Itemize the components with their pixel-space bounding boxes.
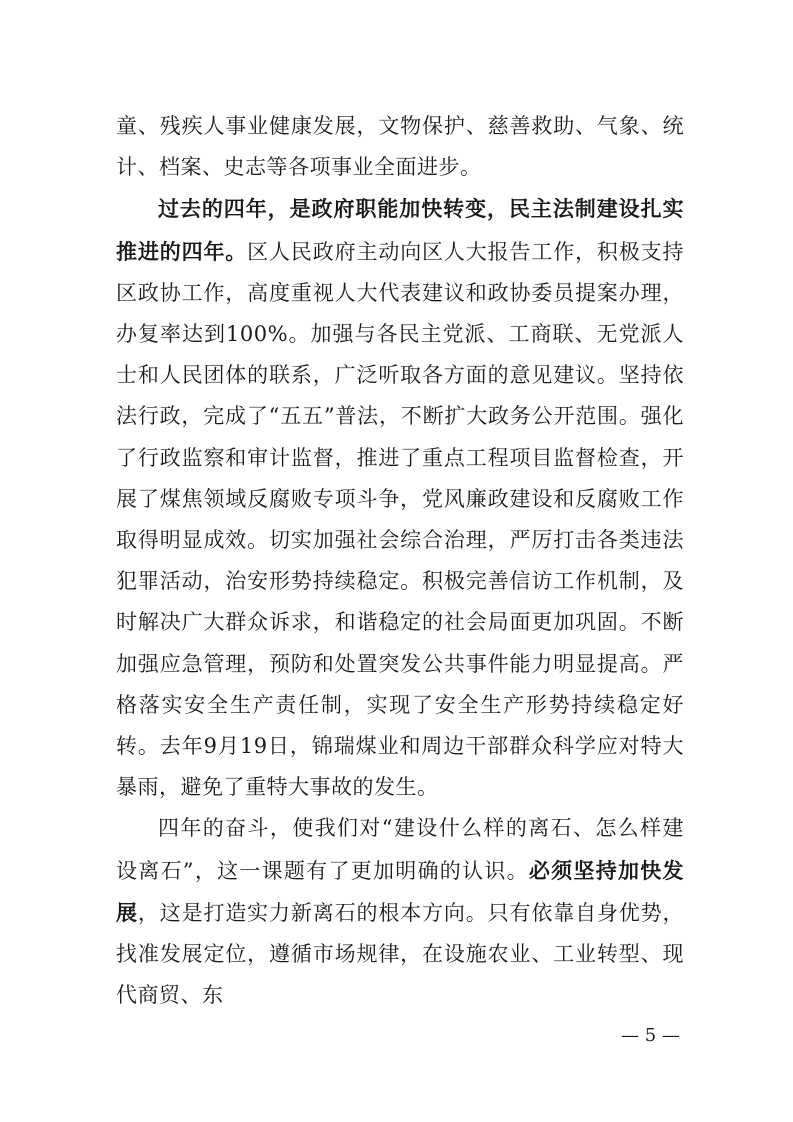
paragraph-text-after: ，这是打造实力新离石的根本方向。只有依靠自身优势，找准发展定位，遵循市场规律，在设施农业、工业转型、现代商贸、东: [116, 900, 685, 1008]
paragraph-four-years-struggle: [116, 808, 684, 1016]
paragraph-emphasis: 必须坚持加快发展: [116, 857, 685, 925]
paragraph-heading: 过去的四年，是政府职能加快转变，民主法制建设扎实推进的四年。: [116, 196, 684, 264]
paragraph-government-functions: [116, 188, 684, 808]
body-text: [116, 106, 684, 1016]
paragraph-text: 区人民政府主动向区人大报告工作，积极支持区政协工作，高度重视人大代表建议和政协委员提案办理，办复率达到100%。加强与各民主党派、工商联、无党派人士和人民团体的联系，广泛听取各方面的意见建议。坚持依法行政，完成了“五五”普法，不断扩大政务公开范围。强化了行政监察和审计监督，推进了重点工程项目监督检查，开展了煤焦领域反腐败专项斗争，党风廉政建设和反腐败工作取得明显成效。切实加强社会综合治理，严厉打击各类违法犯罪活动，治安形势持续稳定。积极完善信访工作机制，及时解决广大群众诉求，和谐稳定的社会局面更加巩固。不断加强应急管理，预防和处置突发公共事件能力明显提高。严格落实安全生产责任制，实现了安全生产形势持续稳定好转。去年9月19日，锦瑞煤业和周边干部群众科学应对特大暴雨，避免了重特大事故的发生。: [116, 239, 685, 800]
paragraph-text-before: 四年的奋斗，使我们对“建设什么样的离石、怎么样建设离石”，这一课题有了更加明确的认识。: [116, 816, 684, 883]
page-number: — 5 —: [621, 1025, 680, 1046]
paragraph-text: 童、残疾人事业健康发展，文物保护、慈善救助、气象、统计、档案、史志等各项事业全面进步。: [116, 114, 684, 180]
paragraph-continuation: [116, 106, 684, 188]
